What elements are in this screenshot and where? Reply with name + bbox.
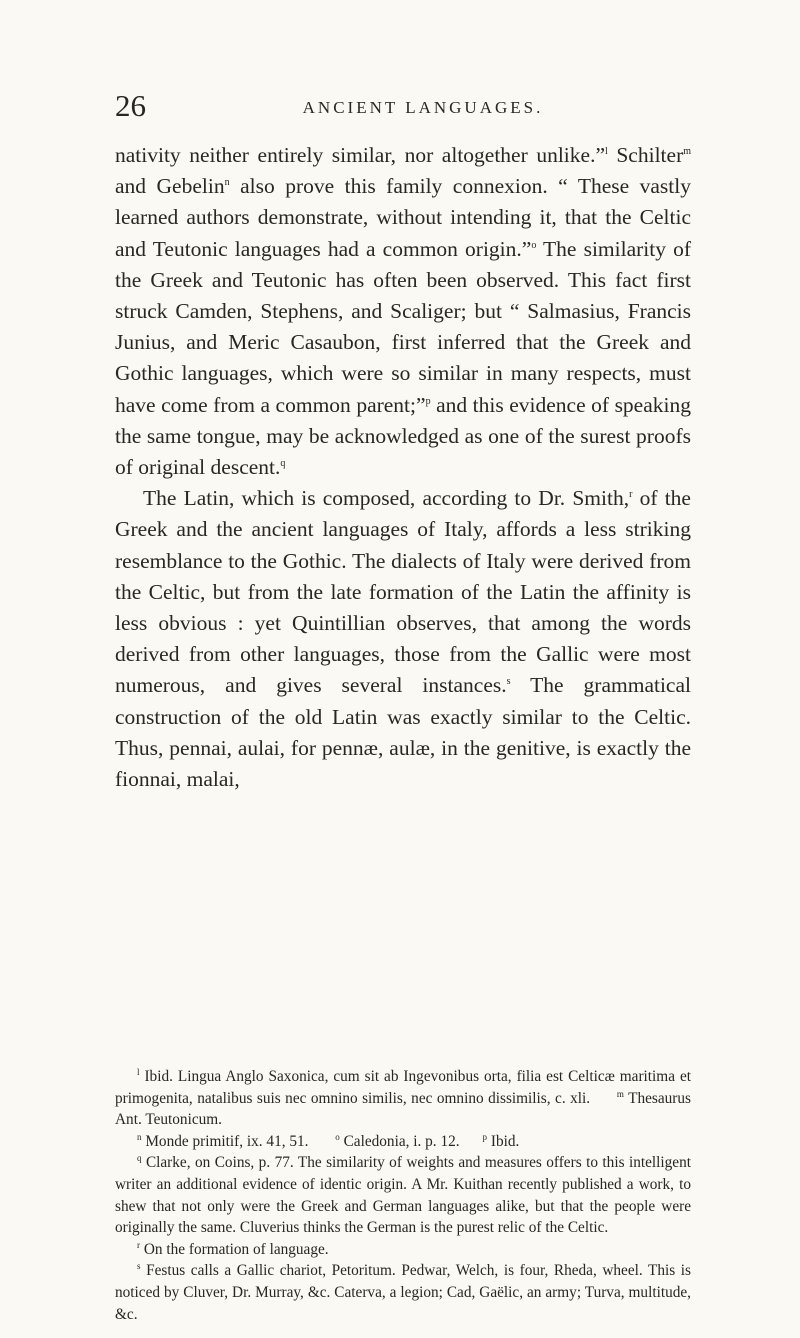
footnote-mark: n — [137, 1131, 142, 1142]
footnote-ref: s — [506, 676, 511, 688]
footnote-n — [115, 1131, 691, 1153]
footnote-mark: m — [616, 1088, 624, 1099]
main-text — [115, 140, 691, 795]
text-run: The grammatical construction of the old Latin was exactly similar to the Celtic. Thus, pennai, aulai, for pennæ, aulæ, in the genitive, is exactly the fionnai, malai, — [115, 673, 691, 792]
text-run: of the Greek and the ancient languages of Italy, affords a less striking resemblance to the Gothic. The dialects of Italy were derived from the Celtic, but from the late formation of the Latin the affinity is less obvious : yet Quintillian observes, that among the words derived from other languages, those from the Gallic were most numerous, and gives several instances. — [115, 486, 691, 698]
text-run: also prove this family connexion. “ These vastly learned authors demonstrate, without intending it, that the Celtic and Teutonic languages had a common origin.” — [115, 174, 691, 261]
footnote-text: Caledonia, i. p. 12. — [339, 1132, 460, 1150]
footnote-text: Ibid. Lingua Anglo Saxonica, cum sit ab Ingevonibus orta, filia est Celticæ maritima et primogenita, natalibus suis nec omnino similis, nec omnino dissimilis, c. xli. — [115, 1068, 691, 1107]
page-number: 26 — [115, 88, 146, 123]
page-header — [115, 88, 691, 128]
footnote-text: Clarke, on Coins, p. 77. The similarity of weights and measures offers to this intelligent writer an additional evidence of identic origin. A Mr. Kuithan recently published a work, to shew that not only were the Greek and German languages alike, but that the people were originally the same. Cluverius thinks the German is the purest relic of the Celtic. — [115, 1154, 691, 1237]
footnote-ref: r — [629, 489, 633, 501]
footnote-text: On the formation of language. — [140, 1240, 329, 1258]
footnote-s — [115, 1260, 691, 1325]
footnotes — [115, 1066, 691, 1325]
footnote-mark: q — [137, 1153, 142, 1164]
paragraph-1 — [115, 140, 691, 483]
footnote-ref: o — [531, 239, 537, 251]
footnote-q — [115, 1152, 691, 1238]
footnote-mark: l — [137, 1067, 140, 1077]
footnote-text: Thesaurus Ant. Teutonicum. — [115, 1089, 691, 1129]
footnote-mark: s — [137, 1261, 141, 1272]
running-head: ANCIENT LANGUAGES. — [302, 98, 544, 117]
footnote-r — [115, 1239, 691, 1261]
footnote-text: Festus calls a Gallic chariot, Petoritum. Pedwar, Welch, is four, Rheda, wheel. This is noticed by Cluver, Dr. Murray, &c. Caterva, a legion; Cad, Gaëlic, an army; Turva, multitude, &c. — [115, 1262, 691, 1323]
footnote-mark: o — [335, 1131, 340, 1142]
footnote-ref: n — [224, 177, 230, 189]
text-run: Schilter — [607, 143, 684, 167]
footnote-mark: p — [482, 1131, 488, 1142]
footnote-text: Monde primitif, ix. 41, 51. — [141, 1132, 309, 1150]
text-run: and Gebelin — [115, 174, 225, 199]
footnote-mark: r — [137, 1239, 140, 1250]
footnote-l — [115, 1066, 691, 1131]
footnote-ref: p — [425, 395, 431, 407]
text-run: The Latin, which is composed, according to Dr. Smith, — [143, 486, 630, 511]
footnote-ref: m — [683, 146, 692, 157]
text-run: and this evidence of speaking the same tongue, may be acknowledged as one of the surest proofs of original descent. — [115, 392, 691, 480]
text-run: nativity neither entirely similar, nor altogether unlike.” — [115, 143, 605, 167]
text-run: The similarity of the Greek and Teutonic has often been observed. This fact first struck Camden, Stephens, and Scaliger; but “ Salmasius, Francis Junius, and Meric Casaubon, first inferred that the Greek and Gothic languages, which were so similar in many respects, must have come from a common parent;” — [115, 236, 692, 417]
footnote-ref: q — [280, 458, 286, 470]
footnote-ref: l — [605, 146, 608, 157]
paragraph-2 — [115, 483, 691, 795]
footnote-text: Ibid. — [487, 1132, 520, 1150]
